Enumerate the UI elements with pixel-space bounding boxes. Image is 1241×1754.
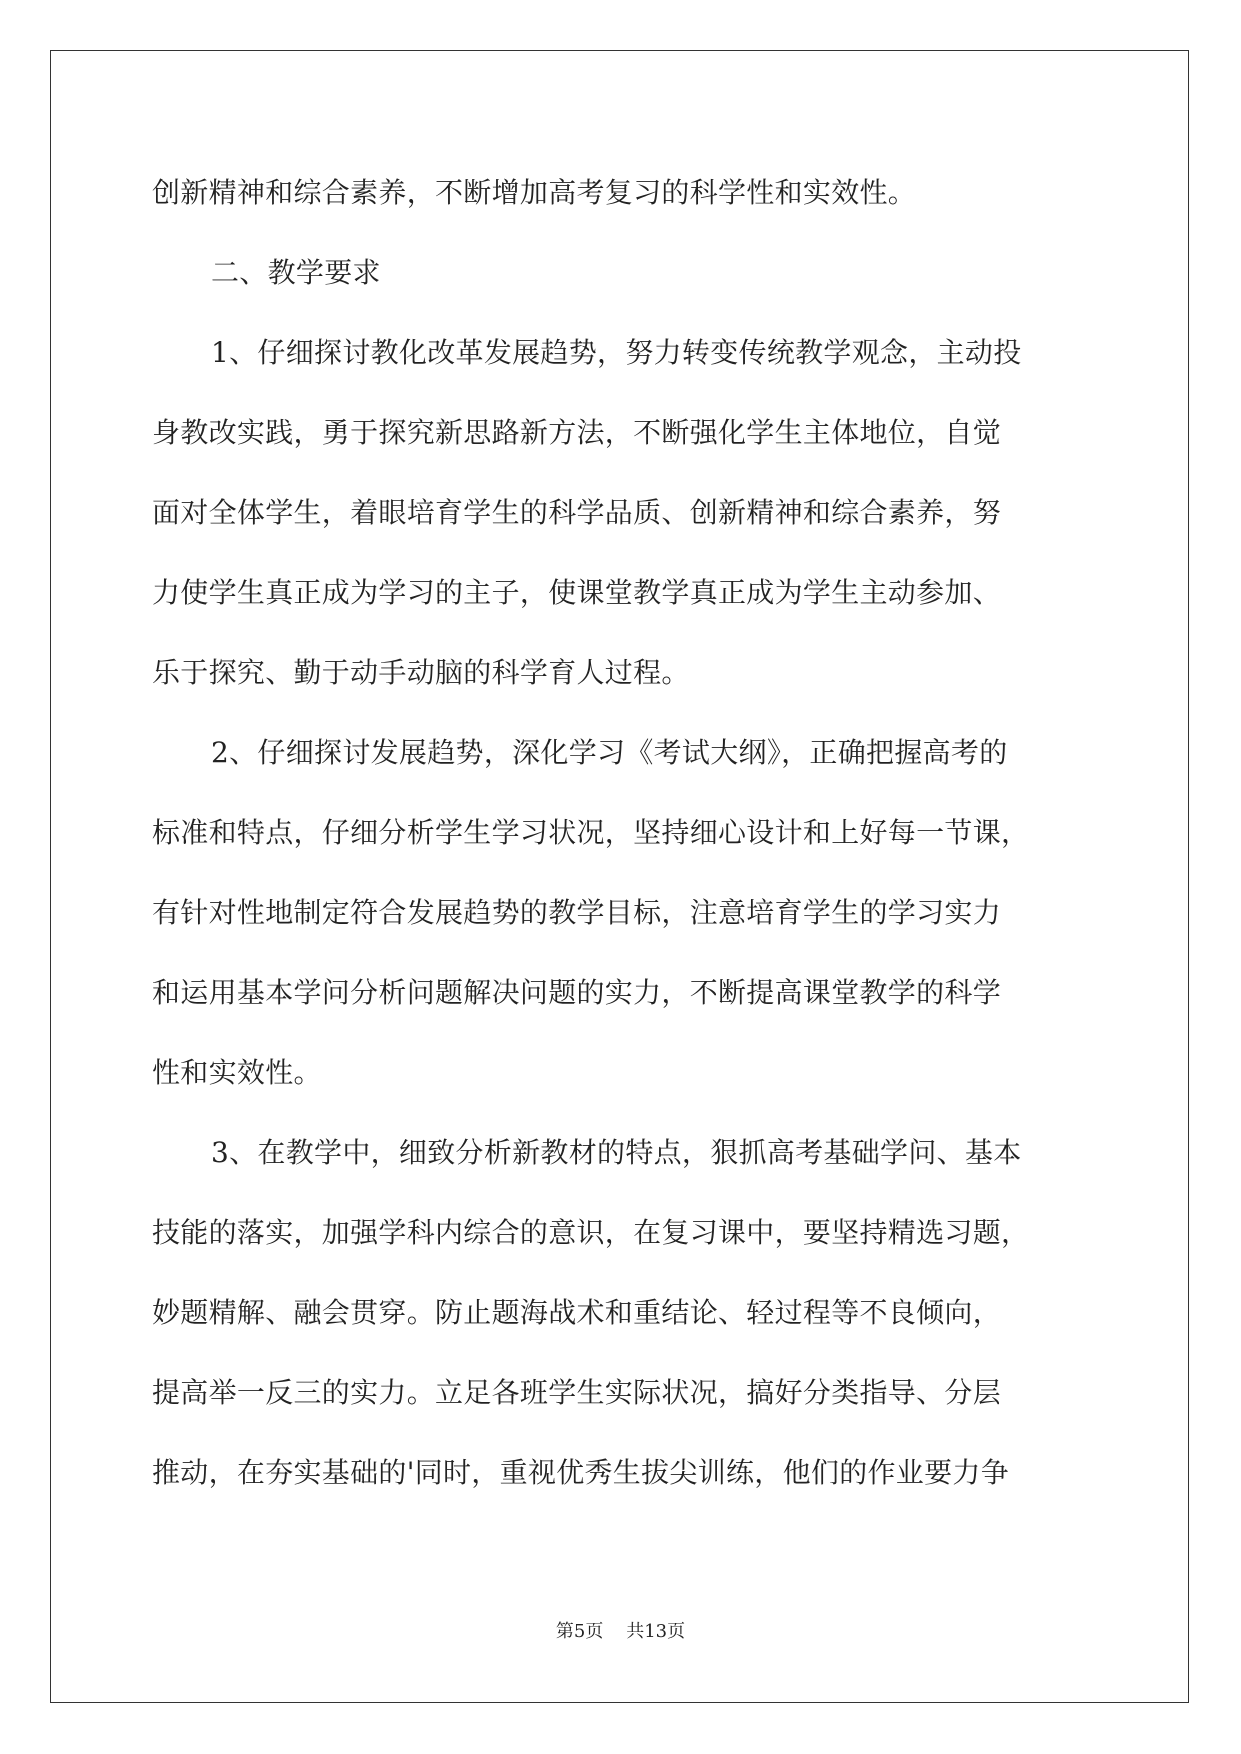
text-line: 推动，在夯实基础的'同时，重视优秀生拔尖训练，他们的作业要力争 <box>152 1456 1010 1489</box>
text-line: 有针对性地制定符合发展趋势的教学目标，注意培育学生的学习实力 <box>152 896 1002 929</box>
text-line: 性和实效性。 <box>152 1056 322 1089</box>
text-line: 创新精神和综合素养，不断增加高考复习的科学性和实效性。 <box>152 176 917 209</box>
text-line: 妙题精解、融会贯穿。防止题海战术和重结论、轻过程等不良倾向， <box>152 1296 1002 1329</box>
text-line: 3、在教学中，细致分析新教材的特点，狠抓高考基础学问、基本 <box>211 1136 1022 1169</box>
text-line: 身教改实践，勇于探究新思路新方法，不断强化学生主体地位，自觉 <box>152 416 1002 449</box>
text-line: 和运用基本学问分析问题解决问题的实力，不断提高课堂教学的科学 <box>152 976 1002 1009</box>
page-number-footer: 第5页 共13页 <box>555 1621 686 1642</box>
text-line: 提高举一反三的实力。立足各班学生实际状况，搞好分类指导、分层 <box>152 1376 1002 1409</box>
text-line: 力使学生真正成为学习的主子，使课堂教学真正成为学生主动参加、 <box>152 576 1002 609</box>
text-line: 标准和特点，仔细分析学生学习状况，坚持细心设计和上好每一节课， <box>152 816 1030 849</box>
text-line: 1、仔细探讨教化改革发展趋势，努力转变传统教学观念，主动投 <box>211 336 1022 369</box>
text-line: 乐于探究、勤于动手动脑的科学育人过程。 <box>152 656 690 689</box>
text-line: 2、仔细探讨发展趋势，深化学习《考试大纲》，正确把握高考的 <box>211 736 1008 769</box>
section-heading: 二、教学要求 <box>211 256 381 289</box>
text-line: 技能的落实，加强学科内综合的意识，在复习课中，要坚持精选习题， <box>152 1216 1030 1249</box>
text-line: 面对全体学生，着眼培育学生的科学品质、创新精神和综合素养，努 <box>152 496 1002 529</box>
